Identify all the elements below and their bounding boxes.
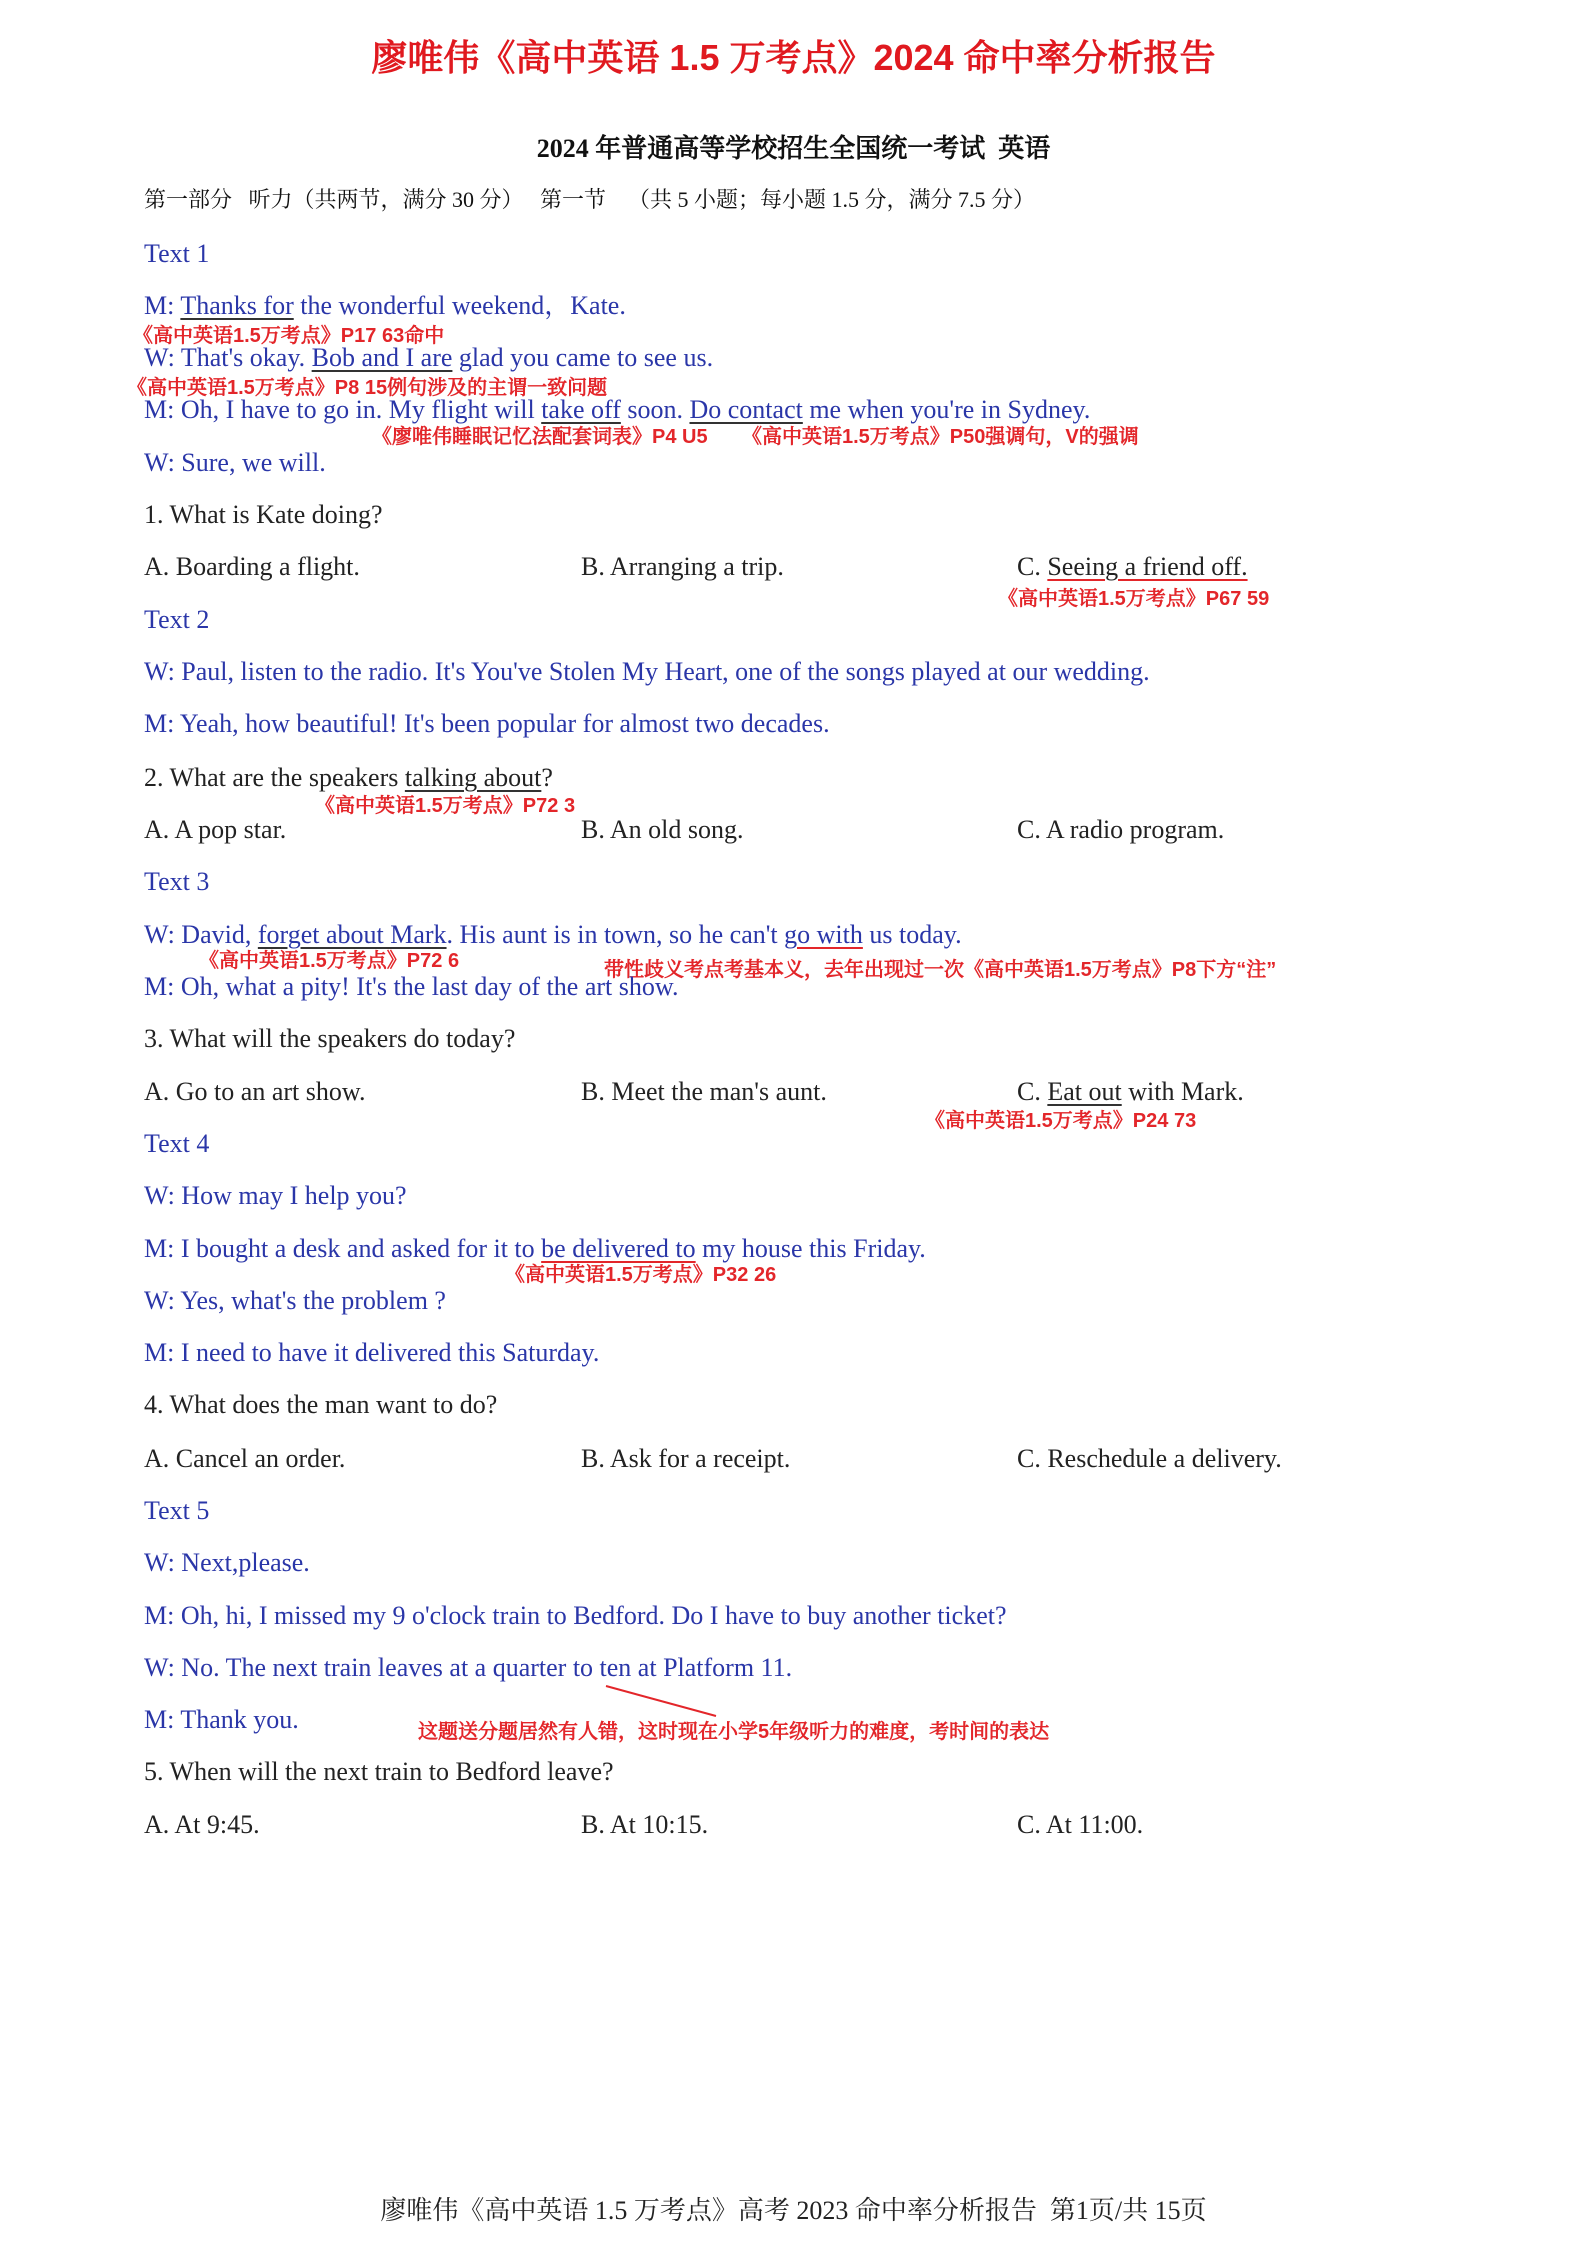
- text-segment: glad you came to see us.: [452, 343, 714, 372]
- page-footer: 廖唯伟《高中英语 1.5 万考点》高考 2023 命中率分析报告 第1页/共 15页: [380, 2196, 1207, 2225]
- dialogue-line: [144, 919, 962, 950]
- option-a: A. Boarding a flight.: [144, 552, 360, 581]
- option-a: A. Go to an art show.: [144, 1077, 366, 1106]
- annotation: 《高中英语1.5万考点》P72 3: [315, 795, 576, 817]
- annotation: 《高中英语1.5万考点》P50强调句，V的强调: [742, 426, 1139, 448]
- text-segment: us today.: [862, 920, 962, 949]
- option-c: C. At 11:00.: [1017, 1810, 1144, 1839]
- text-label: Text 2: [144, 605, 210, 634]
- report-title: 廖唯伟《高中英语 1.5 万考点》2024 命中率分析报告: [371, 37, 1216, 78]
- option-a: A. A pop star.: [144, 815, 287, 844]
- text-label: Text 3: [144, 867, 210, 896]
- underlined-phrase: Do contact: [689, 395, 803, 424]
- option-c: C. Reschedule a delivery.: [1017, 1444, 1282, 1473]
- option-b: B. An old song.: [581, 815, 744, 844]
- text-label: Text 5: [144, 1496, 210, 1525]
- text-segment: the wonderful weekend，Kate.: [293, 291, 626, 320]
- option-b: B. Meet the man's aunt.: [581, 1077, 827, 1106]
- dialogue-line: M: I need to have it delivered this Saturday.: [144, 1338, 600, 1367]
- text-segment: . His aunt is in town, so he can't: [446, 920, 785, 949]
- option-b: B. Arranging a trip.: [581, 552, 784, 581]
- text-segment: C.: [1017, 552, 1048, 581]
- question: 4. What does the man want to do?: [144, 1390, 498, 1419]
- option-b: B. At 10:15.: [581, 1810, 709, 1839]
- annotation: 带性歧义考点考基本义，去年出现过一次《高中英语1.5万考点》P8下方“注”: [604, 959, 1277, 981]
- dialogue-line: [144, 342, 713, 373]
- text-segment: M:: [144, 291, 181, 320]
- text-segment: W: That's okay.: [144, 343, 312, 372]
- annotation: 《高中英语1.5万考点》P17 63命中: [133, 325, 445, 347]
- text-segment: my house this Friday.: [695, 1234, 926, 1263]
- underlined-phrase: forget about Mark: [257, 920, 447, 949]
- underlined-phrase: Thanks for: [180, 291, 294, 320]
- dialogue-line: M: Oh, hi, I missed my 9 o'clock train to Bedford. Do I have to buy another ticket?: [144, 1601, 1007, 1630]
- dialogue-line: W: No. The next train leaves at a quarter to ten at Platform 11.: [144, 1653, 793, 1682]
- text-segment: 2. What are the speakers: [144, 763, 405, 792]
- option-b: B. Ask for a receipt.: [581, 1444, 791, 1473]
- options-row: [144, 1809, 1144, 1933]
- text-label: Text 1: [144, 239, 210, 268]
- question: 1. What is Kate doing?: [144, 500, 383, 529]
- annotation: 《高中英语1.5万考点》P24 73: [925, 1110, 1197, 1132]
- question: 3. What will the speakers do today?: [144, 1024, 516, 1053]
- annotation: 《高中英语1.5万考点》P72 6: [199, 950, 460, 972]
- dialogue-line: [144, 394, 1090, 425]
- annotation: 这题送分题居然有人错，这时现在小学5年级听力的难度，考时间的表达: [418, 1721, 1050, 1743]
- text-segment: with Mark.: [1121, 1077, 1244, 1106]
- underlined-phrase: go with: [784, 920, 863, 949]
- annotation: 《廖唯伟睡眠记忆法配套词表》P4 U5: [372, 426, 708, 448]
- dialogue-line: W: Paul, listen to the radio. It's You've Stolen My Heart, one of the songs played at our wedding.: [144, 657, 1150, 686]
- annotation: 《高中英语1.5万考点》P32 26: [505, 1264, 777, 1286]
- option-a: A. Cancel an order.: [144, 1444, 346, 1473]
- text-segment: M: Oh, I have to go in. My flight will: [144, 395, 542, 424]
- option-c: [1017, 1076, 1244, 1107]
- text-segment: ?: [541, 763, 553, 792]
- section-heading: 第一部分 听力（共两节，满分 30 分） 第一节 （共 5 小题；每小题 1.5 分，满分 7.5 分）: [144, 187, 1036, 212]
- underlined-phrase: Seeing a friend off.: [1047, 552, 1248, 581]
- dialogue-line: M: Oh, what a pity! It's the last day of the art show.: [144, 972, 679, 1001]
- dialogue-line: [144, 1233, 926, 1264]
- question: 5. When will the next train to Bedford leave?: [144, 1757, 614, 1786]
- text-label: Text 4: [144, 1129, 210, 1158]
- dialogue-line: M: Thank you.: [144, 1705, 299, 1734]
- text-segment: soon.: [620, 395, 690, 424]
- dialogue-line: W: Yes, what's the problem ?: [144, 1286, 446, 1315]
- option-a: A. At 9:45.: [144, 1810, 260, 1839]
- underlined-phrase: take off: [541, 395, 621, 424]
- dialogue-line: W: How may I help you?: [144, 1181, 407, 1210]
- question: [144, 762, 553, 793]
- annotation-arrow-line: [606, 1686, 716, 1716]
- text-segment: C.: [1017, 1077, 1048, 1106]
- option-c: [1017, 551, 1248, 582]
- exam-title: 2024 年普通高等学校招生全国统一考试 英语: [536, 134, 1051, 163]
- text-segment: W: David,: [144, 920, 258, 949]
- dialogue-line: [144, 290, 626, 321]
- dialogue-line: M: Yeah, how beautiful! It's been popular for almost two decades.: [144, 709, 830, 738]
- annotation: 《高中英语1.5万考点》P67 59: [998, 588, 1270, 610]
- annotation: 《高中英语1.5万考点》P8 15例句涉及的主谓一致问题: [127, 377, 608, 399]
- underlined-phrase: be delivered to: [541, 1234, 696, 1263]
- underlined-phrase: talking about: [404, 763, 542, 792]
- text-segment: M: I bought a desk and asked for it to: [144, 1234, 542, 1263]
- text-segment: me when you're in Sydney.: [802, 395, 1091, 424]
- underlined-phrase: Bob and I are: [311, 343, 453, 372]
- dialogue-line: W: Sure, we will.: [144, 448, 326, 477]
- dialogue-line: W: Next,please.: [144, 1548, 310, 1577]
- underlined-phrase: Eat out: [1047, 1077, 1122, 1106]
- option-c: C. A radio program.: [1017, 815, 1225, 844]
